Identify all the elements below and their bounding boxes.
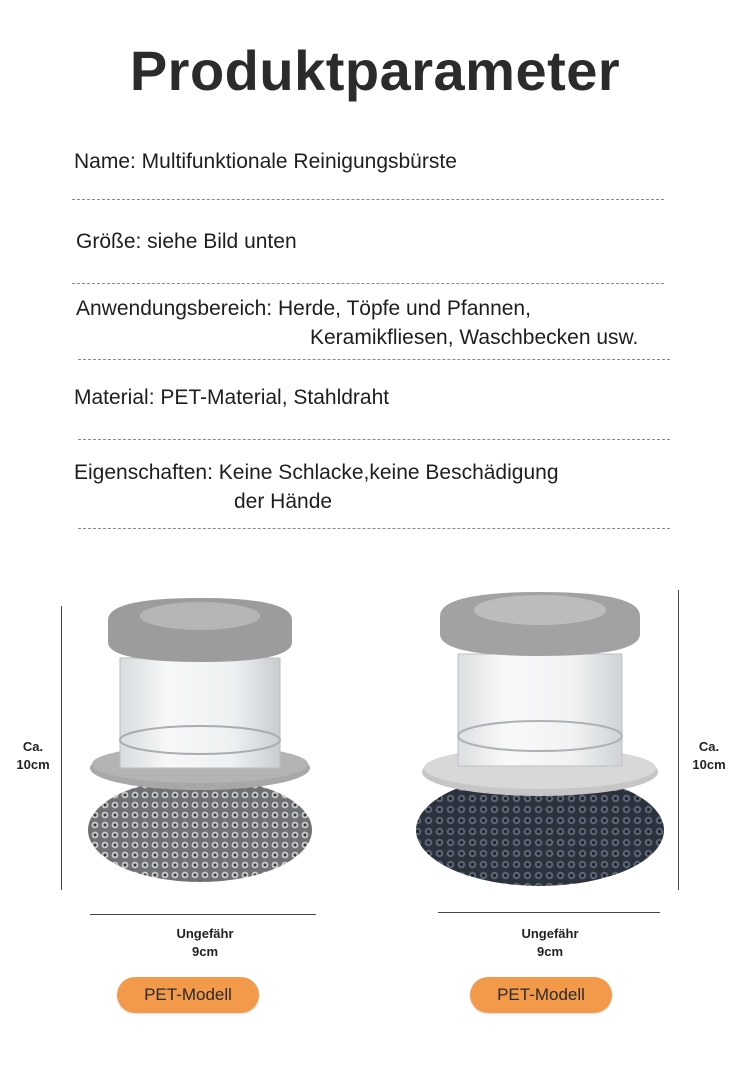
divider: [72, 283, 664, 284]
height-dimension-line: [678, 590, 679, 890]
divider: [78, 359, 670, 360]
param-application-line1: Anwendungsbereich: Herde, Töpfe und Pfannen,: [76, 297, 531, 320]
width-label: Ungefähr 9cm: [521, 926, 579, 959]
param-material: Material: PET-Material, Stahldraht: [74, 386, 390, 409]
divider: [78, 528, 670, 529]
width-dimension-line: [90, 914, 316, 915]
width-dimension-line: [438, 912, 660, 913]
height-label: Ca. 10cm: [692, 739, 726, 772]
param-application-line2: Keramikfliesen, Waschbecken usw.: [310, 326, 639, 349]
param-properties: [74, 461, 559, 514]
page-title: Produktparameter: [129, 39, 621, 102]
divider: [72, 199, 664, 200]
model-badge: PET-Modell: [117, 977, 259, 1013]
param-properties-line2: der Hände: [234, 490, 333, 513]
param-application: [76, 297, 638, 350]
height-dimension-line: [61, 606, 62, 890]
param-name: Name: Multifunktionale Reinigungsbürste: [74, 150, 457, 173]
brush-image-steel: [80, 590, 320, 890]
model-badge: PET-Modell: [470, 977, 612, 1013]
width-label: Ungefähr 9cm: [176, 926, 234, 959]
param-properties-line1: Eigenschaften: Keine Schlacke,keine Beschädigung: [74, 461, 559, 484]
divider: [78, 439, 670, 440]
height-label: Ca. 10cm: [16, 739, 50, 772]
param-size: Größe: siehe Bild unten: [76, 230, 297, 253]
brush-image-dark: [412, 584, 668, 894]
